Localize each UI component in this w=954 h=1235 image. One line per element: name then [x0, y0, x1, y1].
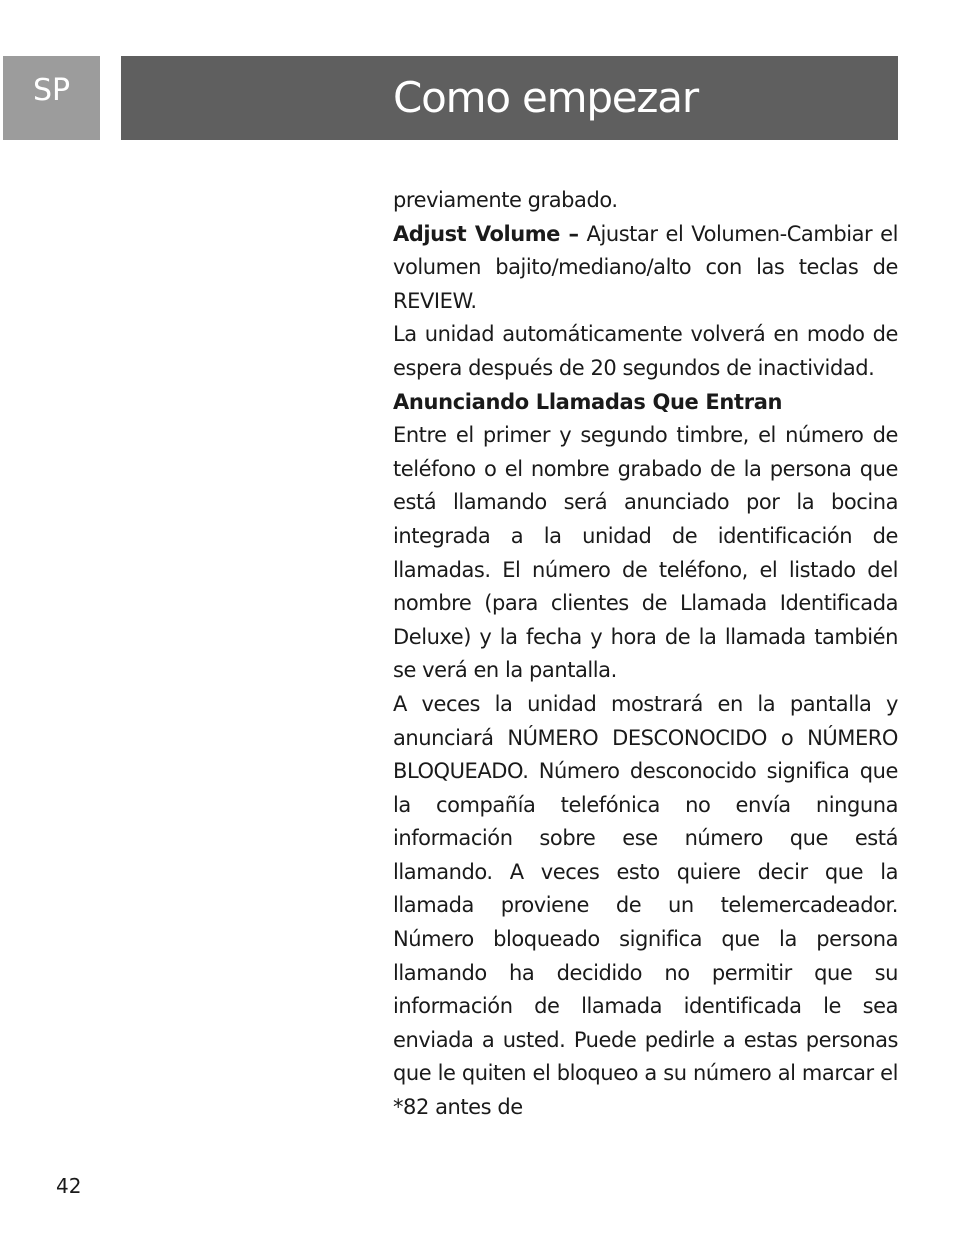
page-number: 42	[56, 1174, 82, 1198]
paragraph-continuation: previamente grabado.	[393, 188, 618, 212]
paragraph-adjust-volume	[393, 218, 898, 319]
main-content	[393, 184, 898, 1125]
paragraph-announcing: Entre el primer y segundo timbre, el número de teléfono o el nombre grabado de la persona que está llamando será anunciado por la bocina integrada a la unidad de identificación de llamadas. El número de teléfono, el listado del nombre (para clientes de Llamada Identificada Deluxe) y la fecha y hora de la llamada también se verá en la pantalla.	[393, 423, 898, 683]
language-tab: SP	[3, 56, 100, 140]
paragraph-unknown-blocked: A veces la unidad mostrará en la pantalla y anunciará NÚMERO DESCONOCIDO o NÚMERO BLOQUEADO. Número desconocido significa que la compañía telefónica no envía ninguna información sobre ese número que está llamando. A veces esto quiere decir que la llamada proviene de un telemercadeador. Número bloqueado significa que la persona llamando ha decidido no permitir que su información de llamada identificada le sea enviada a usted. Puede pedirle a estas personas que le quiten el bloqueo a su número al marcar el *82 antes de	[393, 691, 898, 1120]
page-title: Como empezar	[393, 73, 698, 122]
section-heading: Anunciando Llamadas Que Entran	[393, 389, 783, 414]
paragraph-standby: La unidad automáticamente volverá en modo de espera después de 20 segundos de inactividad.	[393, 322, 898, 380]
term-adjust-volume: Adjust Volume –	[393, 221, 579, 246]
page-title-bar	[121, 56, 898, 140]
adjust-volume-description: Ajustar el Volumen-Cambiar el volumen bajito/mediano/alto con las teclas de REVIEW.	[393, 221, 899, 313]
